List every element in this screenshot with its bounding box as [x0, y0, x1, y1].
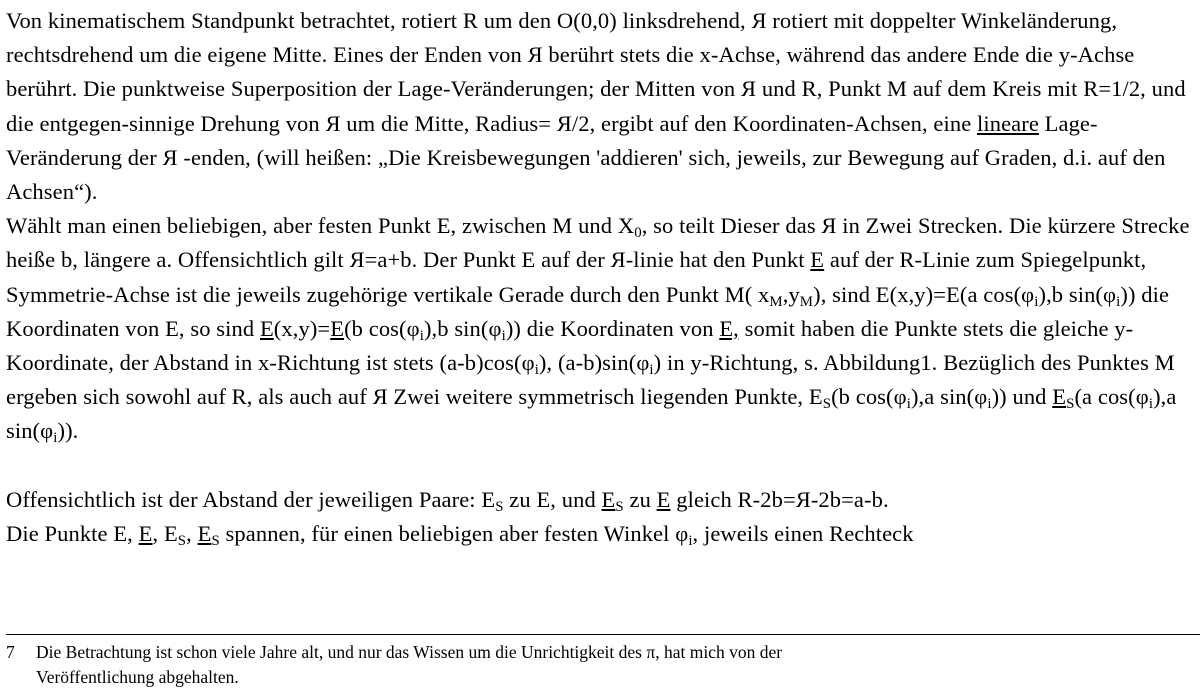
p3-seg-d: gleich R-2b=Я-2b=a-b. [670, 486, 889, 512]
p2-underline-e-4: E, [719, 315, 739, 341]
paragraph-1-tail: Lage-Veränderung der Я -enden, (will heißen: „Die Kreisbewegungen 'addieren' sich, jeweils, zur Bewegung auf Graden, d.i. auf den Achsen“). [6, 110, 1166, 205]
p2-sub-i-8: i [987, 396, 992, 413]
footnote-line-1: Die Betrachtung ist schon viele Jahre alt, und nur das Wissen um die Unrichtigkeit des π, hat mich von der [36, 642, 783, 662]
footnote-entry [6, 640, 1194, 690]
p2-sub-m-1: M [769, 293, 783, 310]
p2-sub-i-2: i [1116, 293, 1121, 310]
p4-sub-s: S [177, 533, 187, 549]
p2-seg-i: (b cos(φ [344, 315, 420, 341]
p2-sub-i-1: i [1034, 293, 1039, 310]
p2-sub-i-3: i [419, 327, 424, 344]
footnote-text [36, 640, 1194, 690]
p2-sub-i-5: i [534, 362, 539, 379]
p4-underline-es [197, 520, 220, 549]
p2-seg-c: auf der R-Linie zum Spiegelpunkt, Symmetrie-Achse ist die jeweils zugehörige vertikale Gerade durch den Punkt M( x [6, 247, 1147, 307]
p4-seg-e: , jeweils einen Rechteck [692, 520, 914, 546]
document-body [6, 4, 1194, 551]
p2-sub-i-6: i [649, 362, 654, 379]
p2-sub-i-10: i [53, 430, 58, 447]
p2-seg-m: ), (a-b)sin(φ [538, 350, 650, 376]
p4-seg-d: spannen, für einen beliebigen aber festen Winkel φ [219, 520, 689, 546]
p2-seg-h: (x,y)= [273, 315, 331, 341]
p2-sub-i-7: i [906, 396, 911, 413]
p2-underline-e-5: E [1052, 384, 1067, 410]
p2-seg-q: )) und [991, 384, 1053, 410]
p2-sub-i-4: i [501, 327, 506, 344]
p4-seg-c: , [186, 520, 198, 546]
footnote-area [0, 634, 1200, 692]
paragraph-1 [6, 4, 1194, 209]
p3-seg-a: Offensichtlich ist der Abstand der jeweiligen Paare: E [6, 486, 496, 512]
paragraph-2 [6, 209, 1194, 448]
footnote-line-2: Veröffentlichung abgehalten. [36, 667, 239, 687]
p3-underline-e-2: E [656, 486, 671, 512]
p2-seg-p: ),a sin(φ [910, 384, 988, 410]
p2-seg-d: ,y [782, 281, 800, 307]
p2-seg-o: (b cos(φ [831, 384, 907, 410]
paragraph-4 [6, 517, 1194, 551]
p4-seg-a: Die Punkte E, [6, 520, 139, 546]
p2-underline-es [1052, 384, 1075, 413]
p2-seg-b: , so teilt Dieser das Я in Zwei Strecken. Die kürzere Strecke heiße b, längere a. Offensichtlich gilt Я=a+b. Der Punkt E auf der Я-linie hat den Punkt [6, 213, 1190, 273]
p2-seg-e: ), sind E(x,y)=E(a cos(φ [813, 281, 1035, 307]
p2-seg-g: )) die Koordinaten von E, so sind [6, 281, 1170, 341]
p2-seg-r: (a cos(φ [1074, 384, 1149, 410]
p2-sub-i-9: i [1148, 396, 1154, 413]
p2-seg-s: ),a sin(φ [6, 384, 1177, 444]
footnote-separator-rule [6, 634, 1200, 635]
p2-seg-t: )). [57, 418, 79, 444]
p3-seg-c: zu [623, 486, 657, 512]
p3-underline-e-1-sub: S [615, 498, 624, 515]
p2-underline-e-1: E [810, 247, 825, 273]
footnote-marker: 7 [6, 642, 15, 662]
paragraph-1-underlined-word: lineare [977, 110, 1039, 136]
p2-sub-zero: 0 [634, 225, 642, 242]
p2-seg-a: Wählt man einen beliebigen, aber festen Punkt E, zwischen M und X [6, 213, 635, 239]
p2-sub-s-1: S [822, 396, 832, 413]
p2-seg-j: ),b sin(φ [423, 315, 502, 341]
p2-sub-m-2: M [799, 293, 814, 310]
p4-underline-e-2: E [197, 520, 212, 546]
p3-sub-s-1: S [495, 498, 504, 515]
paragraph-3 [6, 483, 1194, 517]
paragraph-1-text: Von kinematischem Standpunkt betrachtet, rotiert R um den O(0,0) linksdrehend, Я rotiert mit doppelter Winkeländerung, rechtsdrehend um die eigene Mitte. Eines der Enden von Я berührt stets die x-Achse, während das andere Ende die y-Achse berührt. Die punktweise Superposition der Lage-Veränderungen; der Mitten von Я und R, Punkt M auf dem Kreis mit R=1/2, und die entgegen-sinnige Drehung von Я um die Mitte, Radius= Я/2, ergibt auf den Koordinaten-Achsen, eine [6, 8, 1186, 136]
p2-seg-f: ),b sin(φ [1038, 281, 1117, 307]
p3-underline-e-1: E [601, 486, 616, 512]
p2-underline-e-5-sub: S [1066, 396, 1075, 413]
p4-seg-b: , E [152, 520, 178, 546]
paragraph-spacer [6, 449, 1194, 483]
p2-seg-l: somit haben die Punkte stets die gleiche y-Koordinate, der Abstand in x-Richtung ist stets (a-b)cos(φ [6, 315, 1134, 376]
p2-seg-k: )) die Koordinaten von [505, 315, 720, 341]
p4-sub-i: i [688, 533, 693, 549]
p4-underline-e-1: E [138, 520, 153, 546]
p2-underline-e-3: E [330, 315, 345, 341]
p4-underline-e-2-sub: S [211, 533, 220, 549]
p2-seg-n: ) in y-Richtung, s. Abbildung1. Bezüglich des Punktes M ergeben sich sowohl auf R, als auch auf Я Zwei weitere symmetrisch liegenden Punkte, E [6, 350, 1175, 410]
p3-underline-es [601, 486, 624, 515]
p3-seg-b: zu E, und [503, 486, 602, 512]
p2-underline-e-2: E [259, 315, 274, 341]
